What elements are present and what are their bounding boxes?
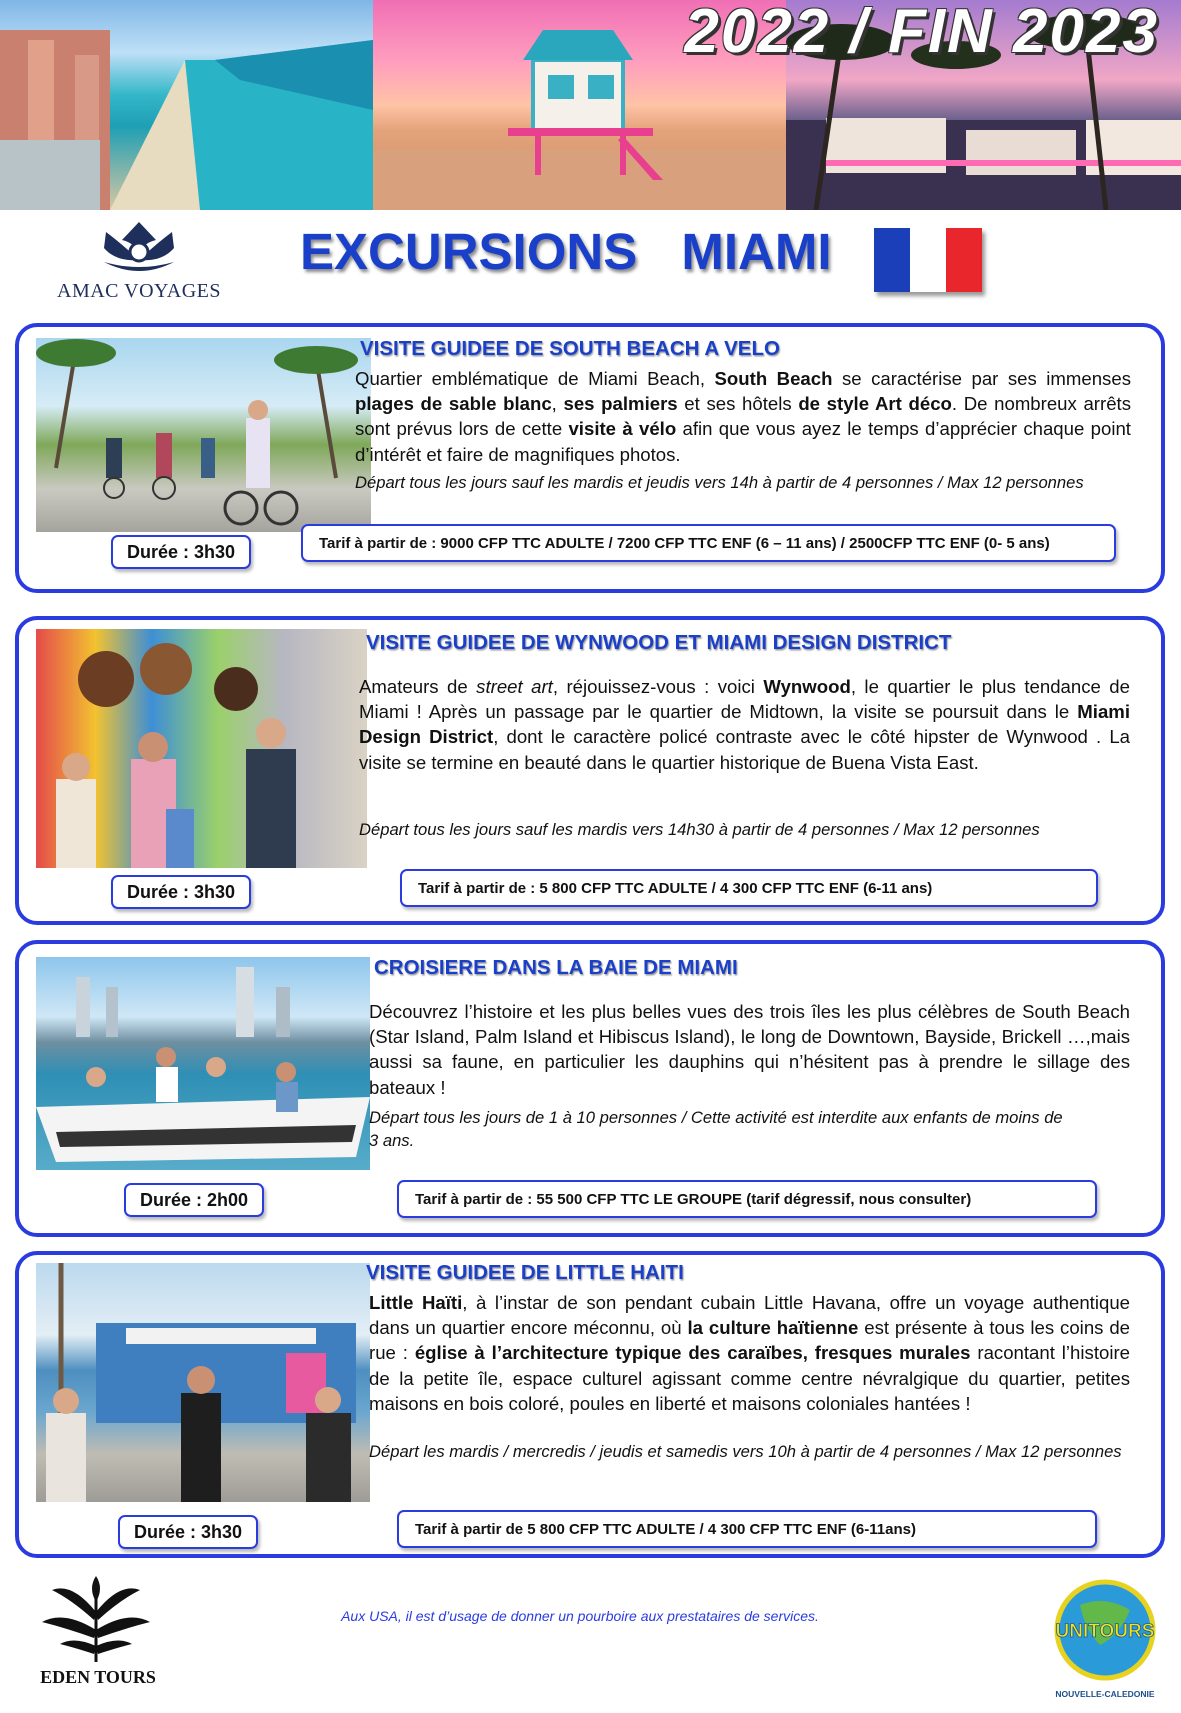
excursion-description xyxy=(369,999,1130,1100)
price-box: Tarif à partir de 5 800 CFP TTC ADULTE / 4 300 CFP TTC ENF (6-11ans) xyxy=(397,1510,1097,1548)
excursion-title: VISITE GUIDEE DE SOUTH BEACH A VELO xyxy=(360,337,780,360)
description-run: de style Art déco xyxy=(798,393,952,415)
description-run: , réjouissez-vous : voici xyxy=(552,676,764,697)
duration-badge: Durée : 3h30 xyxy=(111,875,251,909)
photo-wynwood-street-art xyxy=(36,629,367,868)
description-run: église à l’architecture typique des caraïbes, fresques murales xyxy=(414,1342,971,1364)
description-run: et ses hôtels xyxy=(677,393,799,415)
excursion-card-south-beach xyxy=(15,323,1165,593)
description-run: se caractérise par ses immenses xyxy=(832,368,1131,389)
description-run: la culture haïtienne xyxy=(687,1317,859,1339)
excursion-departure: Départ tous les jours sauf les mardis et jeudis vers 14h à partir de 4 personnes / Max 12 personnes xyxy=(355,473,1084,492)
excursion-card-bay-cruise xyxy=(15,940,1165,1237)
description-run: street art xyxy=(476,676,553,697)
excursion-card-wynwood xyxy=(15,616,1165,925)
description-run: Amateurs de xyxy=(359,676,477,697)
unitours-logo-subtext: NOUVELLE-CALEDONIE xyxy=(1055,1689,1155,1699)
duration-badge: Durée : 3h30 xyxy=(111,535,251,569)
description-run: Little Haïti xyxy=(369,1292,463,1313)
banner-title: 2022 / FIN 2023 xyxy=(684,0,1159,66)
description-run: , à l’instar de son pendant cubain Little Havana, offre un voyage authentique dans un quartier encore méconnu, où xyxy=(369,1292,1131,1339)
description-run: afin que vous ayez le temps d’apprécier chaque point d’intérêt et faire de magnifiques photos. xyxy=(355,418,1131,465)
excursion-departure: Départ les mardis / mercredis / jeudis et samedis vers 10h à partir de 4 personnes / Max 12 personnes xyxy=(369,1442,1122,1461)
excursion-title: VISITE GUIDEE DE LITTLE HAITI xyxy=(366,1261,684,1284)
unitours-logo-text: UNITOURS xyxy=(1055,1621,1155,1642)
excursion-description xyxy=(359,674,1130,775)
header-banner xyxy=(0,0,1181,210)
photo-south-beach-bikes xyxy=(36,338,371,532)
photo-little-haiti-mural xyxy=(36,1263,370,1502)
description-run: est présente à tous les coins de rue : xyxy=(369,1317,1131,1364)
price-box: Tarif à partir de : 9000 CFP TTC ADULTE / 7200 CFP TTC ENF (6 – 11 ans) / 2500CFP TTC ENF (0- 5 ans) xyxy=(301,524,1116,562)
flag-stripe-white xyxy=(910,228,946,292)
photo-miami-bay-boat xyxy=(36,957,370,1170)
excursion-departure: Départ tous les jours sauf les mardis vers 14h30 à partir de 4 personnes / Max 12 personnes xyxy=(359,820,1040,839)
excursion-card-little-haiti xyxy=(15,1251,1165,1558)
excursion-title: CROISIERE DANS LA BAIE DE MIAMI xyxy=(374,956,738,979)
price-box: Tarif à partir de : 55 500 CFP TTC LE GROUPE (tarif dégressif, nous consulter) xyxy=(397,1180,1097,1218)
description-run: South Beach xyxy=(714,368,833,389)
excursion-description xyxy=(355,366,1131,467)
description-run: , dont le caractère policé contraste avec le côté hipster de Wynwood . La visite se termine en beauté dans le quartier historique de Buena Vista East. xyxy=(359,726,1130,773)
duration-badge: Durée : 2h00 xyxy=(124,1183,264,1217)
description-run: racontant l’histoire de la petite île, espace culturel agissant comme centre névralgique du quartier, petites maisons en bois coloré, poules en liberté et maisons coloniales hantées ! xyxy=(369,1342,1130,1414)
duration-badge: Durée : 3h30 xyxy=(118,1515,258,1549)
excursion-description xyxy=(369,1290,1130,1416)
flag-stripe-blue xyxy=(874,228,910,292)
page-title: EXCURSIONS MIAMI xyxy=(300,223,832,280)
description-run: Wynwood xyxy=(763,676,851,697)
description-run: plages de sable blanc xyxy=(355,393,552,415)
description-run: Quartier emblématique de Miami Beach, xyxy=(355,368,715,389)
description-run: Découvrez l’histoire et les plus belles vues des trois îles les plus célèbres de South Beach (Star Island, Palm Island et Hibiscus Island), le long de Downtown, Bayside, Brickell …,mais aussi sa faune, en particulier les dauphins qui n’hésitent pas à prendre le sillage des bateaux ! xyxy=(369,1001,1130,1098)
description-run: , le quartier le plus tendance de Miami ! Après un passage par le quartier de Midtown, la visite se poursuit dans le xyxy=(359,676,1130,723)
description-run: visite à vélo xyxy=(568,418,677,440)
banner-photo-beach-aerial xyxy=(0,0,373,210)
amac-voyages-logo-text: AMAC VOYAGES xyxy=(57,280,221,302)
description-run: . De nombreux arrêts sont prévus lors de cette xyxy=(355,393,1131,440)
excursion-departure: Départ tous les jours de 1 à 10 personnes / Cette activité est interdite aux enfants de moins de 3 ans. xyxy=(369,1108,1063,1150)
description-run: Miami Design District xyxy=(359,701,1130,748)
footer-tipping-note: Aux USA, il est d’usage de donner un pourboire aux prestataires de services. xyxy=(341,1608,819,1624)
eden-tours-logo-text: EDEN TOURS xyxy=(40,1667,156,1687)
french-flag-icon xyxy=(874,228,982,292)
description-run: ses palmiers xyxy=(563,393,678,415)
description-run: , xyxy=(551,393,564,415)
unitours-logo-icon xyxy=(1050,1575,1160,1705)
price-box: Tarif à partir de : 5 800 CFP TTC ADULTE / 4 300 CFP TTC ENF (6-11 ans) xyxy=(400,869,1098,907)
excursion-title: VISITE GUIDEE DE WYNWOOD ET MIAMI DESIGN DISTRICT xyxy=(366,631,952,654)
flag-stripe-red xyxy=(946,228,982,292)
